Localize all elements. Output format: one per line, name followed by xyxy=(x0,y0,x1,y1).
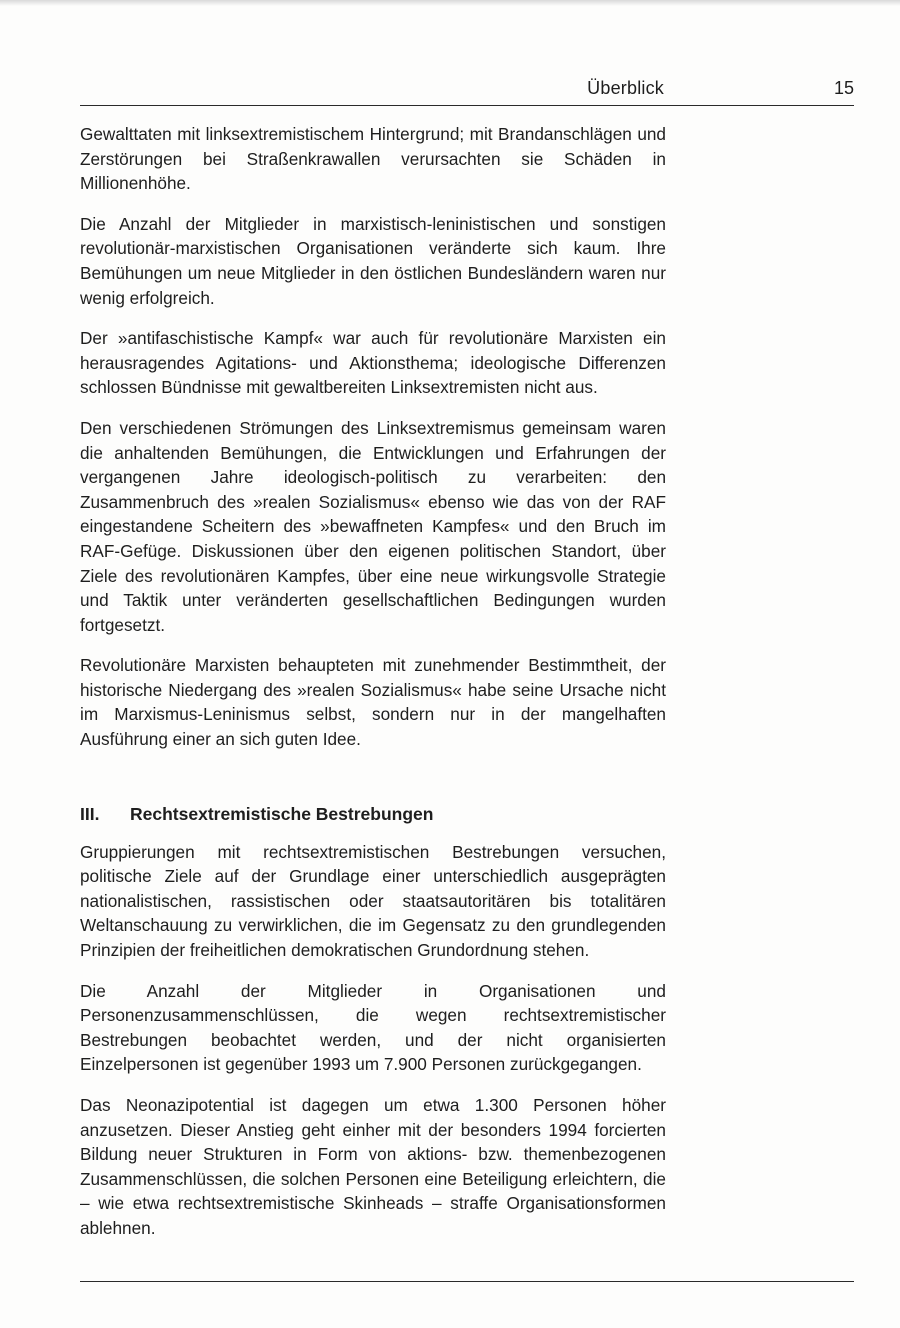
paragraph: Den verschiedenen Strömungen des Linksextremismus gemeinsam waren die anhaltenden Bemühungen, die Entwicklungen und Erfahrungen der vergangenen Jahre ideologisch-politisch zu verarbeiten: den Zusammenbruch des »realen Sozialismus« ebenso wie das von der RAF eingestandene Scheitern des »bewaffneten Kampfes« und den Bruch im RAF-Gefüge. Diskussionen über den eigenen politischen Standort, über Ziele des revolutionären Kampfes, über eine neue wirkungsvolle Strategie und Taktik unter veränderten gesellschaftlichen Bedingungen wurden fortgesetzt. xyxy=(80,417,666,635)
running-header xyxy=(80,78,854,104)
page-number: 15 xyxy=(833,78,854,98)
section-heading xyxy=(80,802,666,826)
paragraph: Gewalttaten mit linksextremistischem Hintergrund; mit Brandanschlägen und Zerstörungen bei Straßenkrawallen verursachten sie Schäden in Millionenhöhe. xyxy=(80,124,666,194)
header-rule xyxy=(80,105,854,106)
paragraph: Die Anzahl der Mitglieder in Organisationen und Personenzusammenschlüssen, die wegen rechtsextremistischer Bestrebungen beobachtet werden, und der nicht organisierten Einzelpersonen ist gegenüber 1993 um 7.900 Personen zurückgegangen. xyxy=(80,980,666,1075)
running-header-title: Überblick xyxy=(587,78,664,98)
section-title: Rechtsextremistische Bestrebungen xyxy=(130,803,434,824)
paragraph: Die Anzahl der Mitglieder in marxistisch-leninistischen und sonstigen revolutionär-marxistischen Organisationen veränderte sich kaum. Ihre Bemühungen um neue Mitglieder in den östlichen Bundesländern waren nur wenig erfolgreich. xyxy=(80,213,666,308)
paragraph: Der »antifaschistische Kampf« war auch für revolutionäre Marxisten ein herausragendes Agitations- und Aktionsthema; ideologische Differenzen schlossen Bündnisse mit gewaltbereiten Linksextremisten nicht aus. xyxy=(80,328,666,398)
paragraph: Das Neonazipotential ist dagegen um etwa 1.300 Personen höher anzusetzen. Dieser Anstieg geht einher mit der besonders 1994 forcierten Bildung neuer Strukturen in Form von aktions- bzw. themenbezogenen Zusammenschlüssen, die solchen Personen eine Beteiligung erleichtern, die – wie etwa rechtsextremistische Skinheads – straffe Organisationsformen ablehnen. xyxy=(80,1095,666,1238)
page-edge-shadow xyxy=(0,0,900,6)
paragraph: Revolutionäre Marxisten behaupteten mit zunehmender Bestimmtheit, der historische Niedergang des »realen Sozialismus« habe seine Ursache nicht im Marxismus-Leninismus selbst, sondern nur in der mangelhaften Ausführung einer an sich guten Idee. xyxy=(80,655,666,750)
section-number: III. xyxy=(80,803,100,824)
footer-rule xyxy=(80,1281,854,1282)
paragraph: Gruppierungen mit rechtsextremistischen Bestrebungen versuchen, politische Ziele auf der Grundlage einer unterschiedlich ausgeprägten nationalistischen, rassistischen oder staatsautoritären bis totalitären Weltanschauung zu verwirklichen, die im Gegensatz zu den grundlegenden Prinzipien der freiheitlichen demokratischen Grundordnung stehen. xyxy=(80,841,666,961)
body-text xyxy=(80,122,666,1257)
